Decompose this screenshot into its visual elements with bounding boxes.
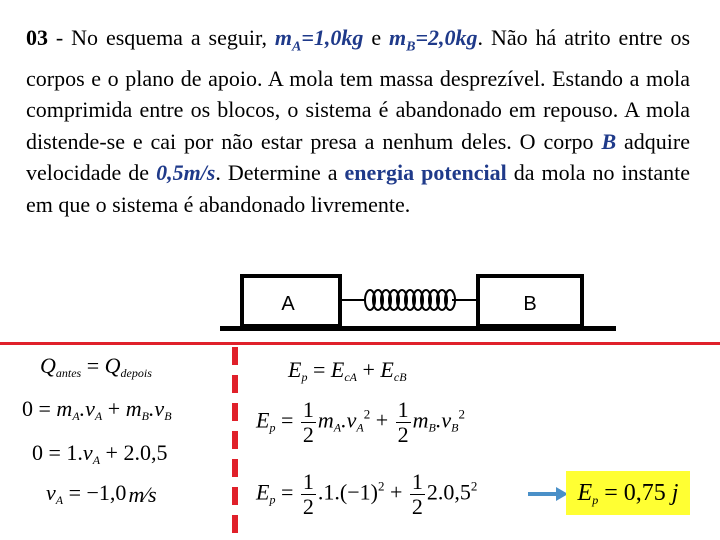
problem-text-3: . Não há atrito entre os corpos e o plano de apoio. A mola tem massa desprezível. Estando a mola comprimida entre os blocos, o sistema é abandonado em repouso. A mola distende-se e cai por não estar presa a nenhum deles. O corpo [26, 25, 690, 154]
problem-text-6: da mola no instante em que o sistema é abandonado livremente. [26, 160, 690, 217]
red-divider-horizontal [0, 342, 720, 345]
problem-statement [26, 22, 690, 220]
block-a-label: A [281, 293, 295, 315]
problem-text-5: . Determine a [215, 160, 345, 186]
eq-kinetic-energy-substituted: $E_p$ = $\frac{1}{2}$ $.1.(-1)^2$ + $\frac{1}{2}$ 2.0,5$^2$ [256, 469, 478, 519]
problem-text-1: - No esquema a seguir, [48, 25, 275, 50]
potential-energy-term: energia potencial [344, 160, 507, 186]
block-b-label: B [523, 293, 537, 315]
problem-text-4: adquire velocidade de [26, 128, 691, 186]
velocity-value: 0,5m/s [156, 160, 216, 186]
mass-a: $m_A=1,0kg$ [274, 25, 364, 55]
body-b-label: B [601, 128, 617, 154]
problem-text-2: e [363, 25, 389, 50]
problem-number: 03 [26, 25, 48, 50]
eq-momentum-conservation: $Q_{antes} = Q_{depois}$ [40, 353, 152, 380]
spring-coils [365, 290, 455, 310]
eq-energy-conservation: $E_p = E_{cA} + E_{cB}$ [288, 357, 407, 384]
spring-blocks-figure [220, 272, 616, 332]
eq-momentum-expanded: $0 = m_A.v_A + m_B.v_B$ [22, 396, 172, 423]
eq-velocity-a: $v_A$ = −1,0m⁄s [46, 480, 157, 507]
red-divider-vertical [232, 347, 238, 540]
eq-momentum-substituted: $0 = 1.v_A + 2.0,5$ [32, 440, 168, 467]
eq-kinetic-energy: $E_p$ = $\frac{1}{2}$ $m_A.v_A^2$ + $\frac{1}{2}$ $m_B.v_B^2$ [256, 397, 465, 447]
mass-b: $m_B=2,0kg$ [389, 25, 478, 55]
final-answer: $E_p = 0,75$ j [566, 471, 690, 515]
arrow-right-icon [526, 485, 570, 503]
floor [220, 326, 616, 331]
